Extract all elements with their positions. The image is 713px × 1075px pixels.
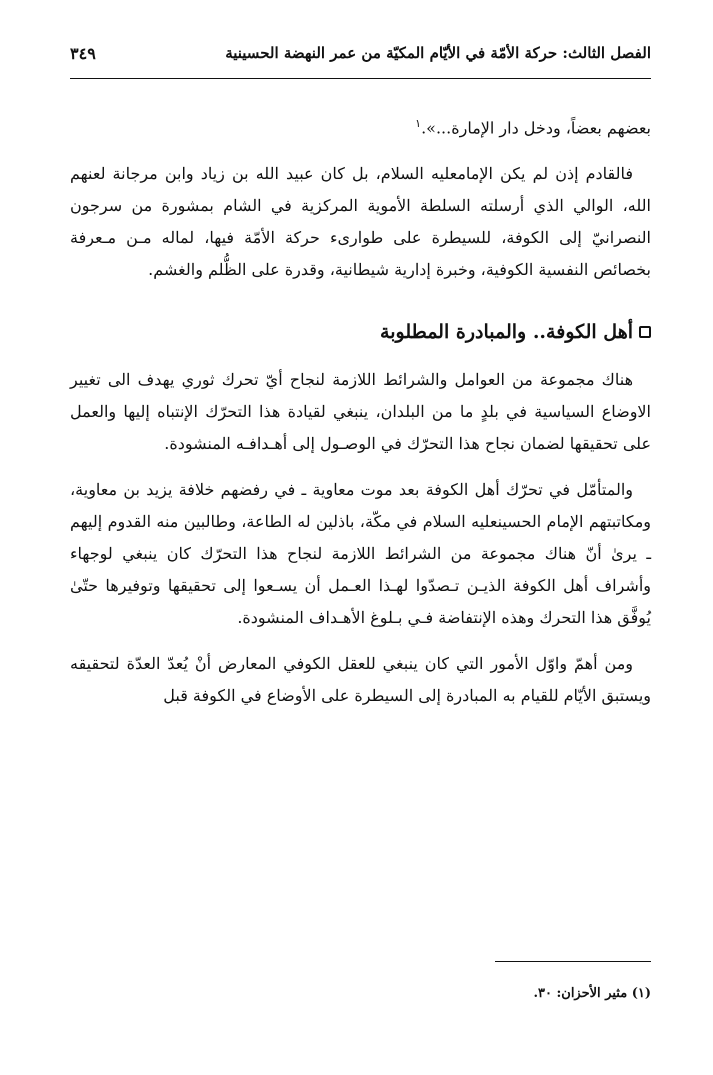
section-heading-text: أهل الكوفة.. والمبادرة المطلوبة — [380, 321, 633, 344]
paragraph: هناك مجموعة من العوامل والشرائط اللازمة لنجاح أيّ تحرك ثوري يهدف الى تغيير الاوضاع السياسية في بلدٍ ما من البلدان، ينبغي لقيادة هذا التحرّك الإنتباه إليها والعمل على تحقيقها لضمان نجاح هذا التحرّك في الوصـول إلى أهـدافـه المنشودة. — [70, 370, 651, 454]
paragraph — [70, 108, 651, 144]
footnote-divider — [495, 961, 651, 962]
footnote: (١) مثير الأحزان: ٣٠. — [533, 986, 651, 1001]
paragraph-text: بعضهم بعضاً، ودخل دار الإمارة...». — [421, 118, 651, 138]
paragraph: ومن أهمّ واوّل الأمور التي كان ينبغي للعقل الكوفي المعارض أنْ يُعدّ العدّة لتحقيقه ويستبق الأيّام للقيام به المبادرة إلى السيطرة على الأوضاع في الكوفة قبل — [70, 654, 651, 706]
section-heading — [70, 316, 651, 348]
paragraph: والمتأمّل في تحرّك أهل الكوفة بعد موت معاوية ـ في رفضهم خلافة يزيد بن معاوية، ومكاتبتهم الإمام الحسينعليه السلام في مكّة، باذلين له الطاعة، وطالبين منه القدوم إليهم ـ يرىٰ أنّ هناك مجموعة من الشرائط اللازمة لنجاح هذا التحرّك كان ينبغي لوجهاء وأشراف أهل الكوفة الذيـن تـصدّوا لهـذا العـمل أن يسـعوا إلى تحقيقها وتوفيرها حتّىٰ يُوفَّق هذا التحرك وهذه الإنتفاضة فـي بـلوغ الأهـداف المنشودة. — [70, 480, 651, 628]
page-header — [70, 44, 651, 79]
footnote-reference: ١ — [415, 117, 422, 130]
page-number: ٣٤٩ — [70, 44, 96, 63]
running-title: الفصل الثالث: حركة الأمّة في الأيّام المكيّة من عمر النهضة الحسينية — [225, 44, 651, 62]
square-bullet-icon — [639, 326, 651, 338]
paragraph: فالقادم إذن لم يكن الإمامعليه السلام، بل كان عبيد الله بن زياد وابن مرجانة لعنهم الله، الوالي الذي أرسلته السلطة الأموية المركزية في الشام بمشورة من سرجون النصرانيّ إلى الكوفة، للسيطرة على طوارىء حركة الأمّة فيها، لماله مـن مـعرفة بخصائص النفسية الكوفية، وخبرة إدارية شيطانية، وقدرة على الظُّلم والغشم. — [70, 164, 651, 280]
page-body — [70, 108, 651, 726]
